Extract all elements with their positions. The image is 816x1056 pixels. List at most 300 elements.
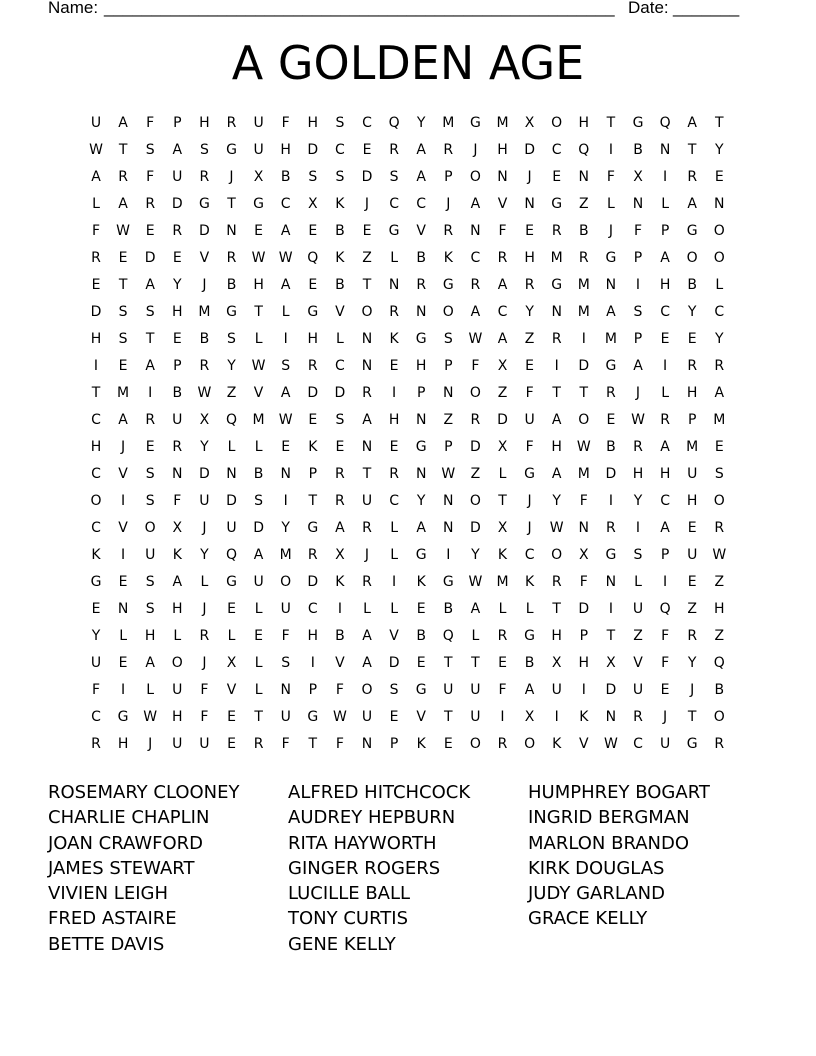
grid-letter: S (145, 304, 155, 320)
grid-letter: N (551, 304, 562, 320)
grid-letter: A (118, 412, 128, 428)
grid-letter: Z (362, 250, 372, 266)
grid-letter: O (171, 655, 183, 671)
grid-letter: S (281, 358, 291, 374)
grid-row (0, 137, 816, 164)
grid-letter: I (581, 331, 586, 347)
grid-letter: Z (714, 628, 725, 644)
grid-letter: E (443, 736, 453, 752)
grid-letter: P (389, 736, 399, 752)
grid-letter: R (687, 358, 698, 374)
grid-letter: I (635, 277, 641, 293)
grid-letter: X (551, 655, 562, 671)
grid-letter: T (606, 628, 616, 644)
grid-letter: A (660, 250, 670, 266)
grid-letter: U (90, 115, 102, 131)
grid-letter: W (441, 466, 456, 482)
grid-row (0, 407, 816, 434)
grid-letter: O (280, 574, 292, 590)
grid-letter: C (551, 142, 562, 158)
grid-letter: C (633, 736, 643, 752)
grid-letter: D (470, 520, 481, 536)
grid-letter: J (663, 709, 668, 725)
grid-letter: D (307, 574, 319, 590)
grid-letter: G (307, 520, 319, 536)
grid-letter: H (524, 250, 535, 266)
grid-letter: V (416, 709, 426, 725)
grid-letter: I (121, 493, 126, 509)
grid-letter: P (308, 466, 318, 482)
grid-letter: I (635, 520, 641, 536)
grid-letter: S (145, 601, 155, 617)
grid-letter: H (659, 277, 671, 293)
grid-letter: H (172, 709, 183, 725)
grid-letter: H (172, 304, 183, 320)
grid-letter: I (663, 358, 668, 374)
grid-letter: G (442, 277, 454, 293)
grid-letter: A (145, 655, 155, 671)
grid-letter: C (714, 304, 725, 320)
grid-letter: R (172, 439, 183, 455)
grid-letter: I (608, 601, 613, 617)
grid-letter: T (308, 493, 318, 509)
grid-letter: G (551, 277, 563, 293)
grid-letter: L (498, 601, 507, 617)
grid-letter: E (145, 223, 155, 239)
grid-letter: G (307, 709, 319, 725)
grid-letter: E (254, 223, 264, 239)
grid-letter: I (581, 682, 586, 698)
grid-letter: G (524, 628, 536, 644)
grid-letter: X (226, 655, 237, 671)
grid-letter: T (91, 385, 101, 401)
grid-letter: G (415, 547, 427, 563)
grid-letter: C (660, 304, 670, 320)
grid-letter: D (605, 466, 617, 482)
grid-letter: N (226, 223, 237, 239)
grid-letter: P (173, 358, 182, 374)
word-list-item: JAMES STEWART (48, 857, 195, 879)
grid-letter: W (603, 736, 618, 752)
grid-letter: C (416, 196, 427, 212)
grid-letter: J (527, 520, 532, 536)
grid-letter: E (145, 439, 155, 455)
grid-letter: J (473, 142, 478, 158)
grid-letter: J (202, 277, 207, 293)
grid-letter: R (389, 466, 399, 482)
grid-letter: R (389, 142, 399, 158)
grid-letter: I (121, 547, 126, 563)
grid-letter: Y (552, 493, 561, 509)
grid-row (0, 650, 816, 677)
grid-letter: L (390, 250, 398, 266)
grid-letter: U (280, 601, 291, 617)
grid-letter: E (416, 601, 426, 617)
grid-letter: H (632, 466, 644, 482)
grid-letter: N (172, 466, 183, 482)
grid-letter: O (361, 682, 373, 698)
grid-letter: T (118, 142, 128, 158)
grid-letter: R (687, 628, 698, 644)
grid-letter: P (444, 358, 453, 374)
grid-letter: F (281, 115, 290, 131)
grid-letter: E (172, 331, 182, 347)
grid-letter: P (633, 250, 643, 266)
grid-letter: P (660, 547, 670, 563)
grid-letter: N (578, 520, 590, 536)
grid-letter: H (117, 736, 129, 752)
grid-letter: I (608, 142, 613, 158)
grid-letter: A (362, 655, 372, 671)
grid-letter: N (659, 142, 671, 158)
grid-letter: F (498, 682, 507, 698)
grid-letter: L (254, 682, 263, 698)
grid-letter: B (714, 682, 725, 698)
grid-letter: A (633, 358, 643, 374)
grid-letter: R (335, 493, 345, 509)
grid-letter: U (443, 682, 454, 698)
grid-letter: W (468, 574, 483, 590)
grid-letter: P (444, 439, 453, 455)
grid-letter: G (442, 574, 454, 590)
grid-letter: L (119, 628, 127, 644)
grid-letter: J (121, 439, 126, 455)
grid-letter: F (661, 628, 670, 644)
grid-letter: S (443, 331, 453, 347)
grid-letter: R (416, 277, 427, 293)
grid-letter: L (254, 439, 263, 455)
word-list-item: GRACE KELLY (528, 908, 648, 930)
grid-letter: V (497, 196, 508, 212)
grid-letter: E (227, 736, 236, 752)
grid-letter: I (283, 331, 288, 347)
grid-letter: S (145, 574, 155, 590)
grid-letter: A (145, 277, 155, 293)
grid-letter: D (361, 169, 373, 185)
grid-row (0, 461, 816, 488)
grid-letter: F (525, 439, 534, 455)
grid-letter: U (470, 709, 481, 725)
grid-letter: H (307, 628, 319, 644)
name-label: Name: (48, 0, 99, 17)
grid-letter: D (524, 142, 535, 158)
grid-letter: X (524, 115, 535, 131)
grid-letter: L (146, 682, 155, 698)
grid-letter: O (144, 520, 156, 536)
grid-letter: W (332, 709, 347, 725)
grid-letter: U (172, 169, 183, 185)
grid-letter: E (552, 169, 562, 185)
grid-letter: A (280, 385, 291, 401)
grid-letter: I (554, 709, 559, 725)
grid-letter: U (361, 493, 373, 509)
grid-letter: W (89, 142, 103, 158)
grid-letter: L (715, 277, 724, 293)
grid-letter: N (280, 682, 291, 698)
grid-letter: H (307, 331, 319, 347)
grid-letter: U (470, 682, 481, 698)
grid-letter: J (229, 169, 234, 185)
grid-letter: B (199, 331, 210, 347)
grid-letter: N (388, 277, 400, 293)
grid-letter: K (308, 439, 318, 455)
word-list-item: HUMPHREY BOGART (528, 782, 710, 803)
grid-letter: L (173, 628, 182, 644)
word-list-item: CHARLIE CHAPLIN (48, 807, 210, 829)
grid-letter: Z (633, 628, 643, 644)
grid-letter: T (254, 709, 263, 725)
grid-letter: Y (687, 655, 697, 671)
grid-letter: P (660, 223, 670, 239)
grid-letter: D (578, 358, 590, 374)
grid-letter: R (551, 574, 562, 590)
grid-letter: P (633, 331, 643, 347)
grid-letter: D (307, 142, 319, 158)
grid-letter: V (416, 223, 426, 239)
grid-letter: X (172, 520, 183, 536)
grid-letter: R (253, 736, 264, 752)
grid-letter: A (362, 412, 372, 428)
grid-letter: Y (416, 493, 426, 509)
grid-letter: G (605, 547, 617, 563)
grid-letter: K (416, 574, 426, 590)
grid-letter: N (578, 169, 590, 185)
grid-letter: R (687, 169, 698, 185)
grid-letter: R (199, 358, 210, 374)
grid-letter: P (173, 115, 182, 131)
grid-letter: I (148, 385, 153, 401)
grid-letter: G (226, 574, 237, 590)
grid-letter: N (361, 331, 373, 347)
grid-letter: R (606, 520, 616, 536)
grid-letter: O (713, 223, 725, 239)
grid-letter: N (605, 574, 617, 590)
grid-letter: E (714, 169, 724, 185)
grid-letter: G (415, 682, 427, 698)
grid-letter: I (608, 493, 613, 509)
grid-letter: O (686, 250, 698, 266)
word-list-item: LUCILLE BALL (288, 883, 411, 905)
grid-letter: H (714, 601, 725, 617)
grid-letter: A (362, 628, 372, 644)
grid-letter: L (254, 601, 263, 617)
grid-letter: R (145, 196, 156, 212)
grid-letter: G (632, 115, 644, 131)
grid-letter: H (388, 412, 400, 428)
grid-letter: U (172, 736, 183, 752)
grid-letter: F (200, 709, 209, 725)
grid-letter: X (524, 709, 535, 725)
grid-letter: Q (388, 115, 400, 131)
grid-letter: L (661, 385, 669, 401)
grid-letter: W (116, 223, 131, 239)
grid-letter: E (389, 358, 399, 374)
grid-letter: Z (443, 412, 454, 428)
grid-letter: S (118, 331, 128, 347)
grid-letter: C (389, 196, 399, 212)
grid-letter: R (443, 223, 454, 239)
grid-letter: A (551, 412, 562, 428)
grid-letter: N (443, 493, 454, 509)
grid-letter: W (576, 439, 591, 455)
grid-letter: L (335, 331, 344, 347)
grid-letter: W (251, 250, 266, 266)
grid-letter: B (416, 250, 426, 266)
word-list-item: RITA HAYWORTH (288, 832, 437, 854)
grid-letter: R (497, 250, 508, 266)
grid-letter: Q (713, 655, 725, 671)
grid-letter: G (253, 196, 265, 212)
grid-letter: N (415, 466, 427, 482)
word-list-item: GINGER ROGERS (288, 857, 441, 879)
grid-letter: U (632, 601, 644, 617)
grid-letter: E (660, 682, 670, 698)
grid-letter: Y (173, 277, 182, 293)
grid-letter: T (362, 466, 372, 482)
grid-letter: T (687, 142, 697, 158)
grid-letter: O (90, 493, 102, 509)
worksheet-header (48, 0, 748, 20)
grid-letter: M (686, 439, 699, 455)
grid-letter: U (253, 142, 264, 158)
grid-letter: J (148, 736, 153, 752)
grid-letter: O (551, 115, 563, 131)
grid-letter: G (90, 574, 102, 590)
grid-letter: R (226, 115, 237, 131)
grid-letter: F (200, 682, 209, 698)
grid-letter: G (226, 304, 237, 320)
grid-letter: X (579, 547, 589, 563)
grid-letter: I (554, 358, 559, 374)
grid-letter: B (335, 223, 345, 239)
grid-letter: R (172, 223, 183, 239)
grid-letter: R (551, 331, 562, 347)
word-list-item: BETTE DAVIS (48, 933, 165, 955)
grid-letter: O (524, 736, 536, 752)
grid-letter: R (497, 736, 508, 752)
grid-letter: S (389, 169, 399, 185)
grid-letter: L (661, 196, 669, 212)
grid-letter: E (660, 331, 670, 347)
grid-letter: G (524, 466, 536, 482)
word-list-item: JUDY GARLAND (528, 883, 665, 905)
grid-letter: N (280, 466, 291, 482)
grid-letter: E (91, 277, 101, 293)
grid-letter: U (172, 682, 183, 698)
grid-letter: E (281, 439, 291, 455)
grid-letter: L (254, 331, 263, 347)
grid-letter: E (118, 250, 128, 266)
grid-letter: A (280, 223, 291, 239)
grid-letter: T (552, 385, 561, 401)
grid-letter: D (307, 385, 319, 401)
grid-letter: H (307, 115, 319, 131)
grid-letter: A (714, 385, 725, 401)
grid-letter: H (551, 628, 562, 644)
grid-row (0, 326, 816, 353)
grid-letter: G (117, 709, 129, 725)
grid-letter: I (310, 655, 315, 671)
grid-letter: B (416, 628, 426, 644)
grid-letter: F (498, 223, 507, 239)
grid-letter: P (444, 169, 453, 185)
grid-letter: A (118, 115, 128, 131)
grid-row (0, 245, 816, 272)
grid-letter: E (118, 358, 128, 374)
grid-letter: L (254, 655, 263, 671)
grid-letter: S (254, 493, 264, 509)
grid-letter: X (497, 358, 508, 374)
grid-letter: E (525, 358, 535, 374)
grid-letter: F (335, 682, 344, 698)
grid-letter: O (442, 304, 454, 320)
grid-letter: B (633, 142, 643, 158)
grid-letter: I (663, 169, 668, 185)
grid-letter: F (91, 223, 101, 239)
grid-letter: A (470, 304, 481, 320)
grid-letter: R (362, 385, 372, 401)
grid-letter: E (687, 331, 697, 347)
grid-letter: E (118, 574, 128, 590)
word-column-2 (288, 780, 528, 957)
grid-letter: A (524, 682, 535, 698)
grid-letter: S (199, 142, 209, 158)
grid-letter: K (416, 736, 426, 752)
grid-letter: V (335, 304, 345, 320)
grid-letter: D (605, 682, 617, 698)
grid-letter: S (227, 331, 236, 347)
grid-letter: B (335, 628, 345, 644)
grid-letter: O (469, 169, 481, 185)
grid-letter: C (91, 466, 101, 482)
grid-letter: H (497, 142, 508, 158)
grid-letter: B (172, 385, 183, 401)
grid-letter: V (389, 628, 399, 644)
grid-row (0, 623, 816, 650)
grid-letter: Z (497, 385, 508, 401)
grid-letter: D (253, 520, 264, 536)
word-list-item: KIRK DOUGLAS (528, 857, 665, 879)
grid-letter: G (388, 223, 400, 239)
grid-letter: D (144, 250, 156, 266)
grid-letter: H (659, 466, 671, 482)
grid-letter: R (145, 412, 156, 428)
grid-letter: E (227, 601, 236, 617)
grid-letter: F (579, 493, 588, 509)
grid-letter: V (118, 466, 128, 482)
grid-letter: Z (687, 601, 697, 617)
grid-letter: R (524, 277, 535, 293)
grid-letter: K (579, 709, 589, 725)
grid-letter: L (200, 574, 209, 590)
grid-letter: K (335, 574, 345, 590)
grid-letter: Y (416, 115, 426, 131)
grid-letter: U (90, 655, 102, 671)
grid-letter: R (578, 250, 589, 266)
grid-letter: F (471, 358, 480, 374)
grid-letter: T (715, 115, 724, 131)
grid-letter: R (118, 169, 128, 185)
grid-letter: J (364, 547, 370, 563)
grid-letter: J (364, 196, 370, 212)
grid-letter: V (118, 520, 128, 536)
grid-letter: C (362, 115, 372, 131)
grid-letter: C (335, 358, 345, 374)
grid-letter: R (470, 412, 481, 428)
grid-letter: Y (715, 331, 724, 347)
grid-letter: L (634, 574, 642, 590)
grid-letter: A (660, 439, 670, 455)
